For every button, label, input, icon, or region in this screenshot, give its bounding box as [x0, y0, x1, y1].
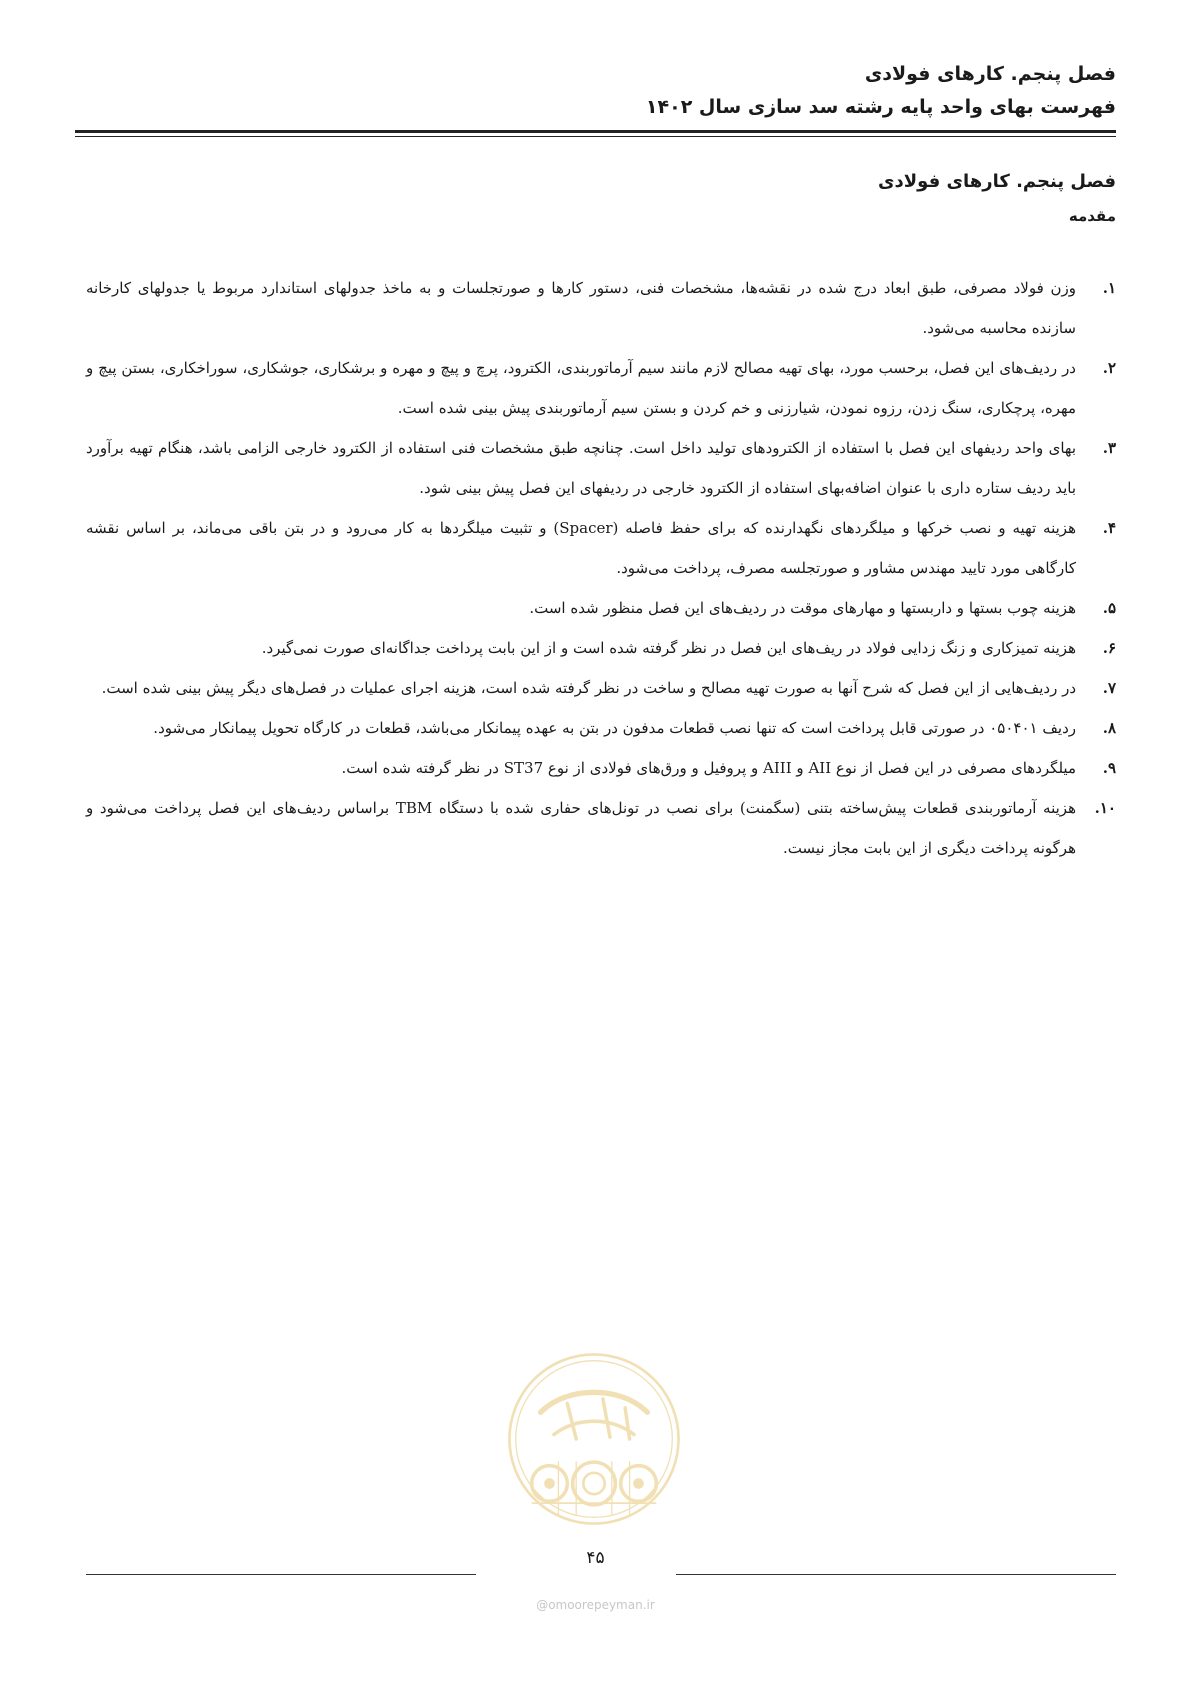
list-item	[86, 508, 1116, 588]
gear-seal-logo-icon	[505, 1350, 683, 1528]
item-text: هزینه چوب بستها و داربستها و مهارهای موقت در ردیف‌های این فصل منظور شده است.	[529, 599, 1076, 617]
list-item	[86, 668, 1116, 708]
chapter-title: فصل پنجم. کارهای فولادی	[864, 63, 1116, 85]
item-text: میلگردهای مصرفی در این فصل از نوع AII و AIII و پروفیل و ورق‌های فولادی از نوع ST37 در نظر گرفته شده است.	[341, 759, 1076, 777]
item-number: ۹.	[1102, 759, 1116, 777]
list-item	[86, 628, 1116, 668]
list-item	[86, 748, 1116, 788]
book-title: فهرست بهای واحد پایه رشته سد سازی سال ۱۴۰۲	[645, 96, 1116, 118]
footer-website: @omoorepeyman.ir	[536, 1598, 655, 1612]
list-item	[86, 428, 1116, 508]
list-item	[86, 588, 1116, 628]
page-header	[75, 58, 1116, 124]
item-text: بهای واحد ردیفهای این فصل با استفاده از الکترودهای تولید داخل است. چنانچه طبق مشخصات فنی استفاده از الکترود خارجی الزامی باشد، هنگام تهیه برآورد باید ردیف ستاره داری با عنوان اضافه‌بهای استفاده از الکترود خارجی در ردیفهای این فصل پیش بینی شود.	[86, 439, 1076, 497]
item-number: ۷.	[1102, 679, 1116, 697]
item-number: ۵.	[1102, 599, 1116, 617]
item-text: وزن فولاد مصرفی، طبق ابعاد درج شده در نقشه‌ها، مشخصات فنی، دستور کارها و صورتجلسات و به ماخذ جدولهای استاندارد مربوط یا جدولهای کارخانه سازنده محاسبه می‌شود.	[86, 279, 1076, 337]
list-item	[86, 268, 1116, 348]
item-text: در ردیف‌های این فصل، برحسب مورد، بهای تهیه مصالح لازم مانند سیم آرماتوربندی، الکترود، پرچ و پیچ و مهره و برشکاری، جوشکاری، سوراخکاری، بستن پیچ و مهره، پرچکاری، سنگ زدن، رزوه نمودن، شیارزنی و خم کردن و بستن سیم آرماتوربندی پیش بینی شده است.	[86, 359, 1076, 417]
item-number: ۴.	[1102, 519, 1116, 537]
item-number: ۸.	[1102, 719, 1116, 737]
header-divider	[75, 130, 1116, 137]
item-number: ۱.	[1102, 279, 1116, 297]
item-text: هزینه آرماتوربندی قطعات پیش‌ساخته بتنی (سگمنت) برای نصب در تونل‌های حفاری شده با دستگاه TBM براساس ردیف‌های این فصل پرداخت می‌شود و هرگونه پرداخت دیگری از این بابت مجاز نیست.	[86, 799, 1076, 857]
item-number: ۲.	[1102, 359, 1116, 377]
numbered-list	[86, 268, 1116, 868]
footer-divider-left	[86, 1574, 476, 1575]
item-number: ۶.	[1102, 639, 1116, 657]
item-text: در ردیف‌هایی از این فصل که شرح آنها به صورت تهیه مصالح و ساخت در نظر گرفته شده است، هزینه اجرای عملیات در فصل‌های دیگر پیش بینی شده است.	[101, 679, 1076, 697]
item-text: ردیف ۰۵۰۴۰۱ در صورتی قابل پرداخت است که تنها نصب قطعات مدفون در بتن به عهده پیمانکار می‌باشد، قطعات در کارگاه تحویل پیمانکار می‌شود.	[153, 719, 1076, 737]
item-text: هزینه تهیه و نصب خرکها و میلگردهای نگهدارنده که برای حفظ فاصله (Spacer) و تثبیت میلگردها به کار می‌رود و در بتن باقی می‌ماند، بر اساس نقشه کارگاهی مورد تایید مهندس مشاور و صورتجلسه مصرف، پرداخت می‌شود.	[86, 519, 1076, 577]
section-subtitle: مقدمه	[1068, 207, 1116, 225]
footer-divider-right	[676, 1574, 1116, 1575]
list-item	[86, 708, 1116, 748]
item-number: ۳.	[1102, 439, 1116, 457]
list-item	[86, 788, 1116, 868]
section-title: فصل پنجم. کارهای فولادی	[878, 171, 1116, 192]
page-number: ۴۵	[586, 1548, 605, 1568]
item-number: ۱۰.	[1094, 799, 1116, 817]
list-item	[86, 348, 1116, 428]
item-text: هزینه تمیزکاری و زنگ زدایی فولاد در ریف‌های این فصل در نظر گرفته شده است و از این بابت پرداخت جداگانه‌ای صورت نمی‌گیرد.	[261, 639, 1076, 657]
